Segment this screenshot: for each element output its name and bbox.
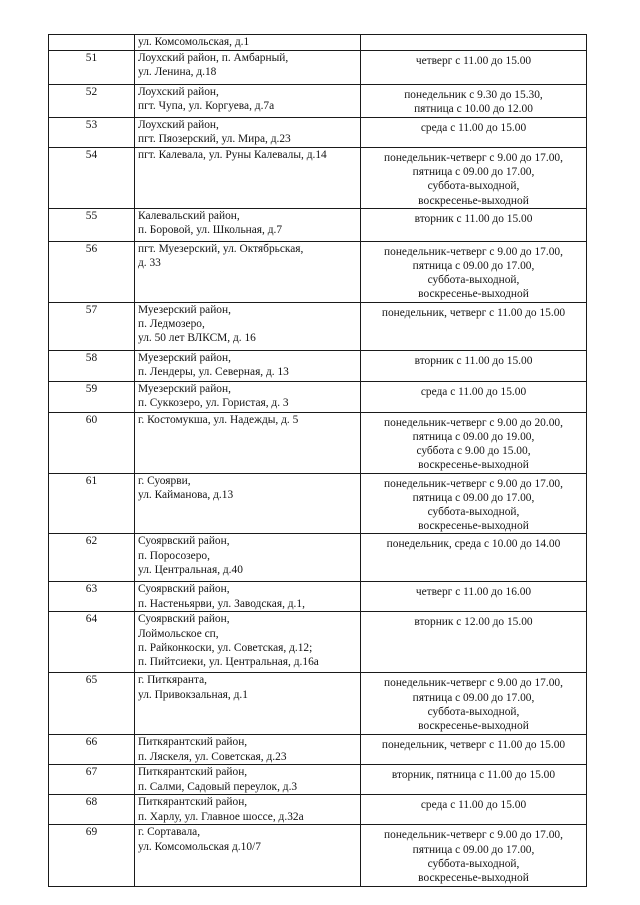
schedule-line: пятница с 10.00 до 12.00: [414, 103, 533, 116]
schedule-line: воскресенье-выходной: [418, 459, 529, 472]
address-line: Лоухский район,: [138, 86, 219, 98]
table-row: [49, 795, 587, 825]
row-number: 68: [49, 795, 135, 825]
schedule-line: воскресенье-выходной: [418, 872, 529, 885]
address-line: пгт. Калевала, ул. Руны Калевалы, д.14: [138, 149, 327, 161]
row-number: 61: [49, 473, 135, 534]
row-number: 59: [49, 381, 135, 412]
row-number: 55: [49, 208, 135, 241]
address-line: пгт. Пяозерский, ул. Мира, д.23: [138, 133, 291, 146]
schedule-line: среда с 11.00 до 15.00: [420, 122, 527, 134]
schedule-line: суббота-выходной,: [427, 705, 520, 718]
address-line: п. Поросозеро,: [138, 549, 210, 562]
table-row: [49, 735, 587, 765]
schedule-line: понедельник-четверг с 9.00 до 17.00,: [384, 829, 563, 842]
address-cell: [135, 381, 361, 412]
address-cell: [135, 51, 361, 85]
schedule-line: пятница с 09.00 до 19.00,: [412, 430, 535, 443]
row-number: 67: [49, 765, 135, 795]
row-number: 69: [49, 825, 135, 887]
address-cell: [135, 765, 361, 795]
address-line: Муезерский район,: [138, 303, 231, 316]
schedule-line: пятница с 09.00 до 17.00,: [412, 843, 535, 856]
schedule-line: понедельник-четверг с 9.00 до 17.00,: [384, 152, 563, 164]
table-row: [49, 118, 587, 148]
address-cell: [135, 208, 361, 241]
schedule-cell: [361, 735, 587, 765]
table-row: [49, 381, 587, 412]
table-row: [49, 612, 587, 673]
schedule-line: среда с 11.00 до 15.00: [420, 385, 527, 398]
schedule-cell: [361, 85, 587, 118]
table-row: [49, 825, 587, 887]
schedule-line: вторник, пятница с 11.00 до 15.00: [391, 769, 556, 782]
row-number: 52: [49, 85, 135, 118]
address-line: г. Костомукша, ул. Надежды, д. 5: [138, 413, 299, 426]
table-row: [49, 412, 587, 473]
table-row: [49, 473, 587, 534]
schedule-line: суббота-выходной,: [427, 506, 520, 519]
row-number: 54: [49, 148, 135, 209]
table-row: [49, 765, 587, 795]
table-row: [49, 208, 587, 241]
schedule-line: пятница с 09.00 до 17.00,: [412, 260, 535, 273]
schedule-cell: [361, 412, 587, 473]
schedule-line: суббота-выходной,: [427, 180, 520, 193]
address-cell: [135, 85, 361, 118]
address-line: ул. Кайманова, д.13: [138, 488, 234, 501]
address-line: п. Харлу, ул. Главное шоссе, д.32а: [138, 810, 304, 823]
table-row: [49, 148, 587, 209]
address-line: ул. Центральная, д.40: [138, 563, 243, 576]
table-row: [49, 51, 587, 85]
schedule-line: четверг с 11.00 до 16.00: [415, 586, 532, 599]
schedule-line: пятница с 09.00 до 17.00,: [412, 166, 535, 179]
schedule-line: понедельник с 9.30 до 15.30,: [404, 89, 543, 101]
address-cell: [135, 241, 361, 302]
schedule-cell: [361, 795, 587, 825]
schedule-line: суббота с 9.00 до 15.00,: [416, 445, 531, 458]
schedule-cell: [361, 302, 587, 350]
schedule-cell: [361, 241, 587, 302]
address-line: Калевальский район,: [138, 209, 240, 222]
address-line: п. Лендеры, ул. Северная, д. 13: [138, 365, 289, 378]
schedule-line: среда с 11.00 до 15.00: [420, 799, 527, 812]
schedule-line: суббота-выходной,: [427, 274, 520, 287]
row-number: 51: [49, 51, 135, 85]
address-line: ул. Комсомольская д.10/7: [138, 840, 261, 853]
address-line: п. Пийтсиеки, ул. Центральная, д.16а: [138, 656, 319, 669]
schedule-line: воскресенье-выходной: [418, 288, 529, 301]
address-line: п. Ледмозеро,: [138, 317, 205, 330]
row-number: 65: [49, 673, 135, 735]
schedule-line: вторник с 11.00 до 15.00: [414, 354, 533, 367]
row-number: 57: [49, 302, 135, 350]
table-row: [49, 534, 587, 582]
address-line: д. 33: [138, 257, 161, 270]
row-number: 64: [49, 612, 135, 673]
table-row: [49, 350, 587, 381]
address-line: Суоярвский район,: [138, 535, 230, 548]
address-cell: [135, 302, 361, 350]
address-cell: [135, 534, 361, 582]
address-line: Суоярвский район,: [138, 613, 230, 626]
address-line: Питкярантский район,: [138, 796, 248, 809]
schedule-line: воскресенье-выходной: [418, 720, 529, 733]
table-row: [49, 302, 587, 350]
schedule-cell: [361, 51, 587, 85]
row-number: 53: [49, 118, 135, 148]
address-line: пгт. Муезерский, ул. Октябрьская,: [138, 242, 304, 255]
schedule-line: воскресенье-выходной: [418, 520, 529, 533]
address-line: Лоухский район,: [138, 119, 219, 131]
schedule-line: понедельник, среда с 10.00 до 14.00: [386, 538, 561, 551]
schedule-cell: [361, 582, 587, 612]
address-line: г. Питкяранта,: [138, 674, 208, 687]
row-number: 60: [49, 412, 135, 473]
schedule-line: понедельник, четверг с 11.00 до 15.00: [381, 306, 566, 319]
schedule-cell: [361, 381, 587, 412]
address-cell: [135, 412, 361, 473]
row-number: [49, 35, 135, 51]
table-row: [49, 673, 587, 735]
schedule-line: вторник с 12.00 до 15.00: [414, 616, 533, 629]
table-row: [49, 35, 587, 51]
address-line: п. Ляскеля, ул. Советская, д.23: [138, 750, 287, 763]
schedule-cell: [361, 612, 587, 673]
address-line: Питкярантский район,: [138, 736, 248, 749]
schedule-line: пятница с 09.00 до 17.00,: [412, 491, 535, 504]
address-cell: [135, 795, 361, 825]
address-line: п. Настеньярви, ул. Заводская, д.1,: [138, 597, 305, 610]
address-cell: [135, 350, 361, 381]
schedule-line: понедельник, четверг с 11.00 до 15.00: [381, 739, 566, 752]
address-line: п. Райконкоски, ул. Советская, д.12;: [138, 641, 313, 654]
schedule-cell: [361, 765, 587, 795]
schedule-cell: [361, 118, 587, 148]
schedule-cell: [361, 825, 587, 887]
schedule-line: пятница с 09.00 до 17.00,: [412, 691, 535, 704]
address-line: ул. Комсомольская, д.1: [138, 36, 250, 48]
address-line: п. Салми, Садовый переулок, д.3: [138, 780, 298, 793]
schedule-line: понедельник-четверг с 9.00 до 17.00,: [384, 245, 563, 258]
schedule-cell: [361, 148, 587, 209]
address-cell: [135, 118, 361, 148]
address-cell: [135, 673, 361, 735]
table-row: [49, 85, 587, 118]
address-cell: [135, 473, 361, 534]
schedule-cell: [361, 35, 587, 51]
address-line: ул. Ленина, д.18: [138, 66, 217, 79]
row-number: 66: [49, 735, 135, 765]
schedule-line: четверг с 11.00 до 15.00: [415, 55, 532, 67]
schedule-line: вторник с 11.00 до 15.00: [414, 212, 533, 225]
schedule-cell: [361, 350, 587, 381]
address-cell: [135, 582, 361, 612]
schedule-cell: [361, 208, 587, 241]
address-cell: [135, 35, 361, 51]
row-number: 56: [49, 241, 135, 302]
address-line: г. Сортавала,: [138, 826, 201, 839]
address-line: Лоймольское сп,: [138, 627, 219, 640]
row-number: 63: [49, 582, 135, 612]
schedule-line: воскресенье-выходной: [418, 194, 529, 207]
address-cell: [135, 148, 361, 209]
schedule-cell: [361, 534, 587, 582]
schedule-cell: [361, 473, 587, 534]
address-cell: [135, 735, 361, 765]
address-line: Питкярантский район,: [138, 766, 248, 779]
address-line: Муезерский район,: [138, 382, 231, 395]
schedule-line: суббота-выходной,: [427, 857, 520, 870]
table-row: [49, 241, 587, 302]
schedule-cell: [361, 673, 587, 735]
address-line: пгт. Чупа, ул. Коргуева, д.7а: [138, 100, 275, 113]
schedule-table: [48, 34, 587, 887]
address-line: Муезерский район,: [138, 351, 231, 364]
row-number: 62: [49, 534, 135, 582]
address-line: Лоухский район, п. Амбарный,: [138, 52, 289, 64]
address-cell: [135, 825, 361, 887]
address-line: ул. 50 лет ВЛКСМ, д. 16: [138, 332, 256, 345]
address-line: г. Суоярви,: [138, 474, 191, 487]
row-number: 58: [49, 350, 135, 381]
address-line: п. Суккозеро, ул. Гористая, д. 3: [138, 396, 289, 409]
schedule-line: понедельник-четверг с 9.00 до 20.00,: [384, 416, 563, 429]
schedule-line: понедельник-четверг с 9.00 до 17.00,: [384, 677, 563, 690]
table-row: [49, 582, 587, 612]
address-line: ул. Привокзальная, д.1: [138, 688, 248, 701]
address-cell: [135, 612, 361, 673]
schedule-line: понедельник-четверг с 9.00 до 17.00,: [384, 477, 563, 490]
address-line: п. Боровой, ул. Школьная, д.7: [138, 224, 283, 237]
address-line: Суоярвский район,: [138, 583, 230, 596]
schedule-table-body: [49, 35, 587, 887]
